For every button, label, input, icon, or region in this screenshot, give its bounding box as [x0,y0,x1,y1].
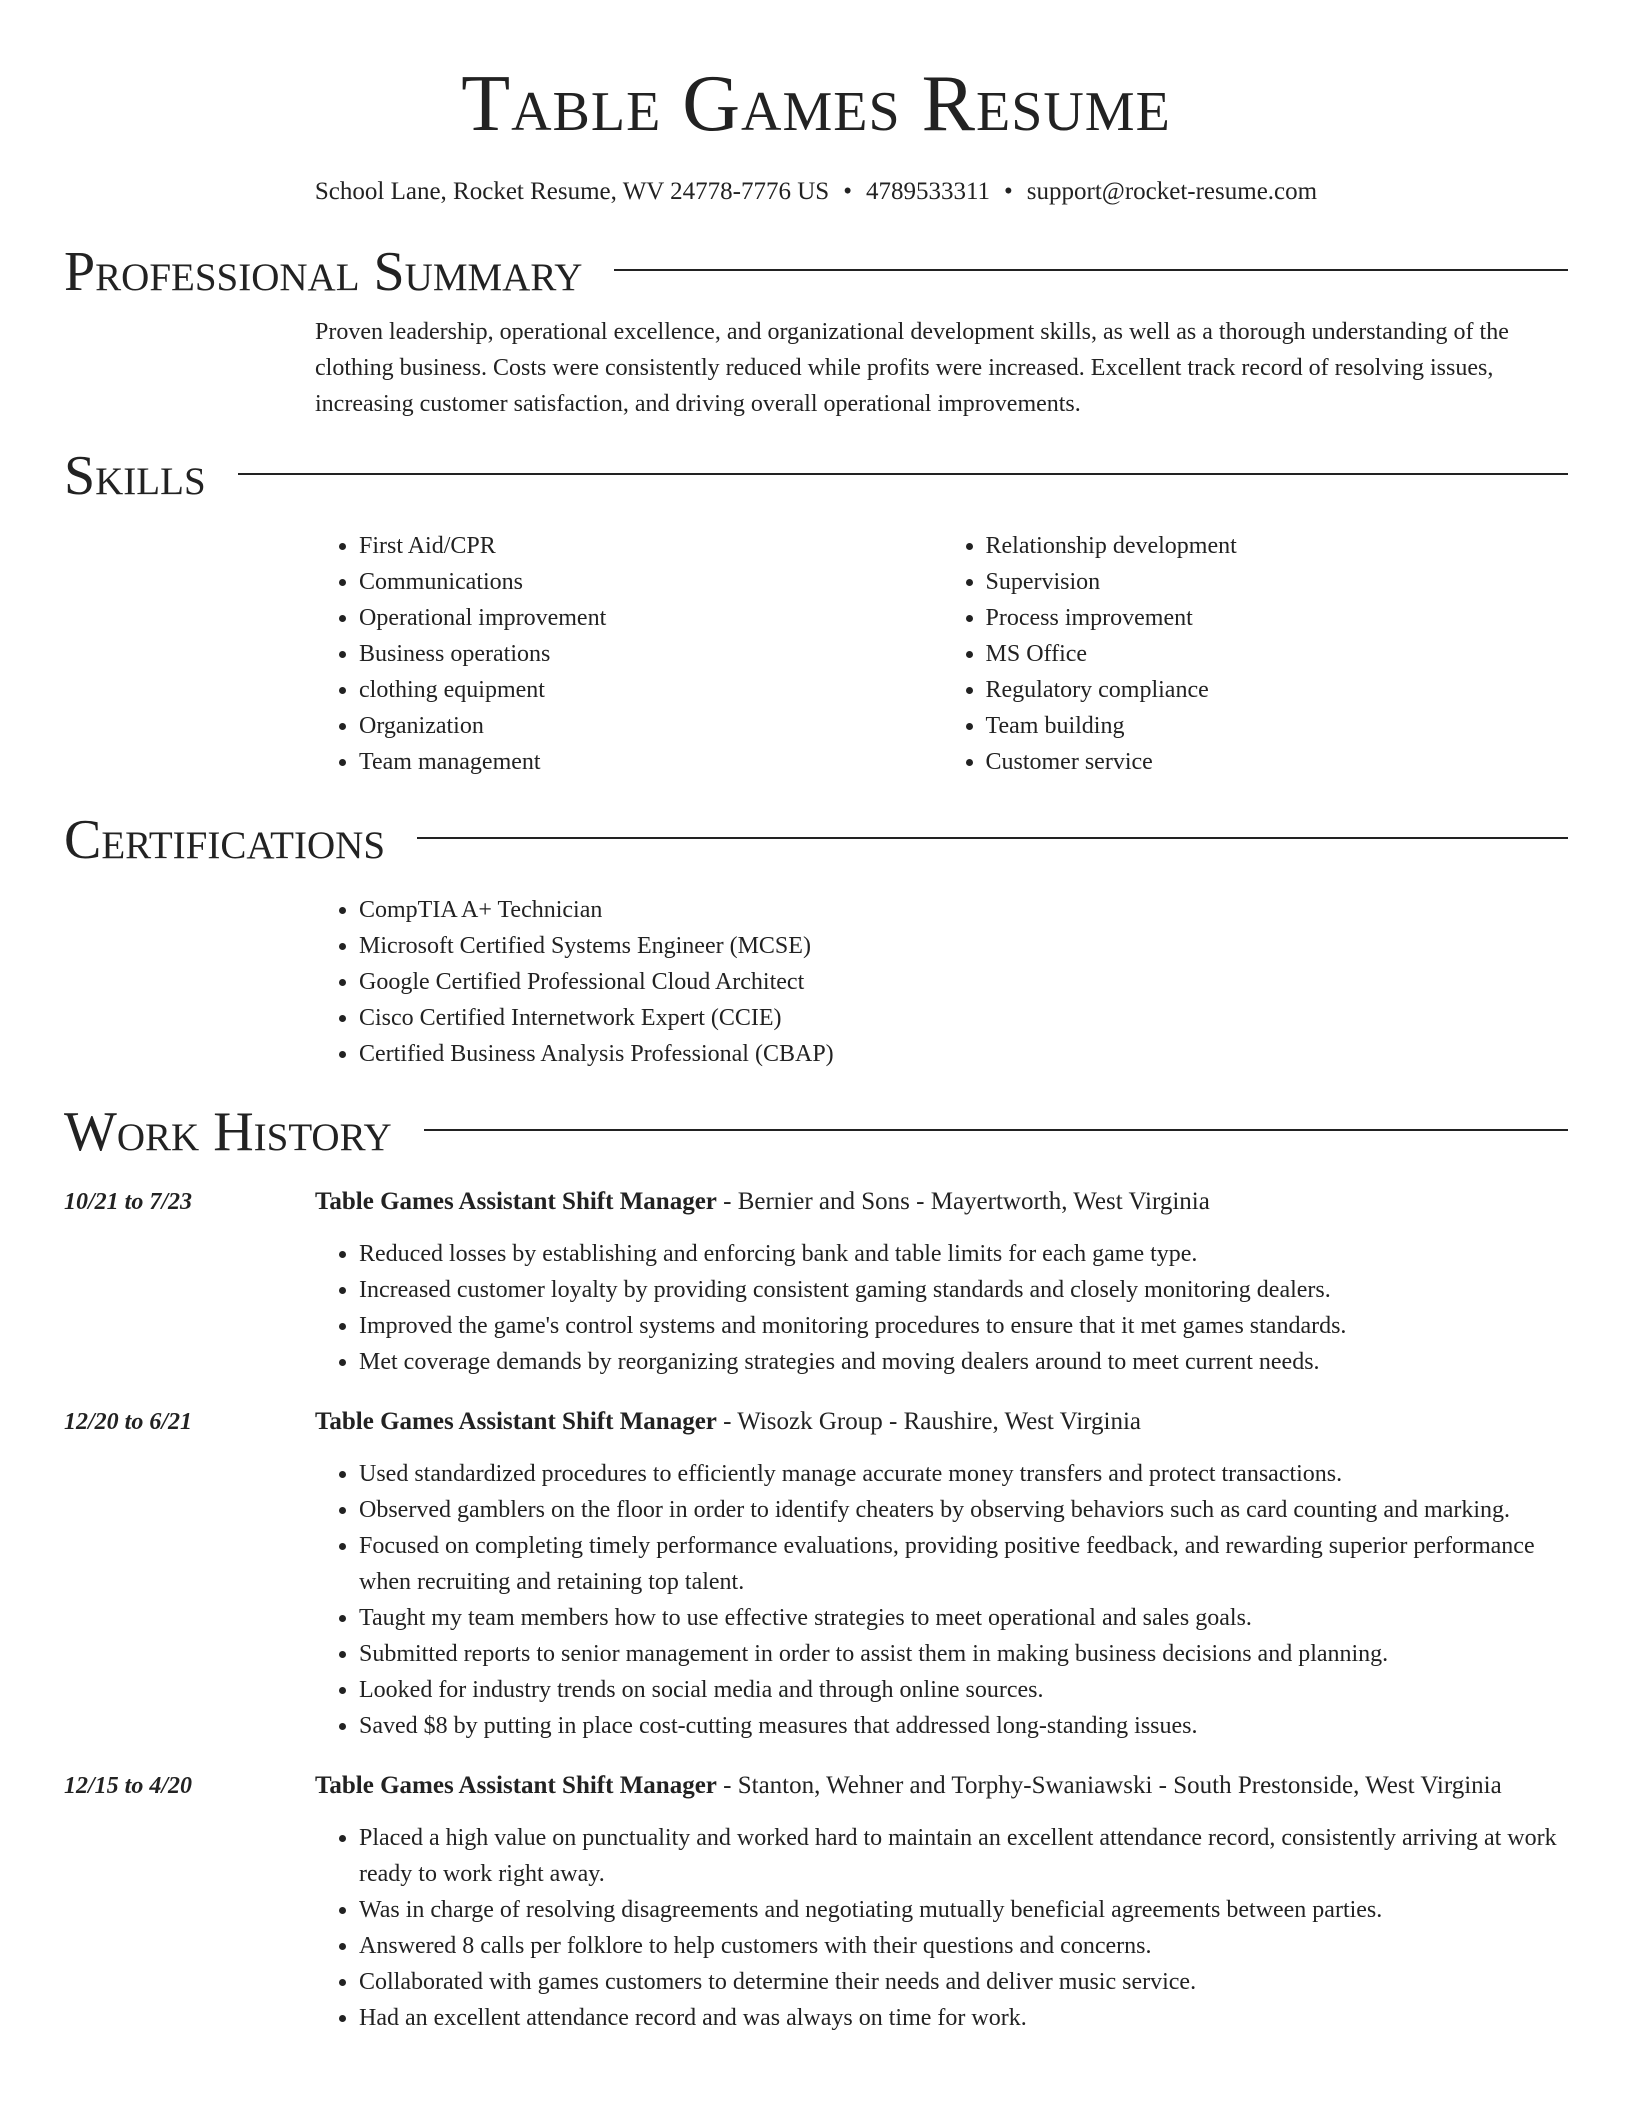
job-role: Table Games Assistant Shift Manager [315,1408,717,1435]
summary-heading: Professional Summary [64,241,583,303]
skill-item: • Relationship development [986,528,1569,564]
section-divider [417,837,1568,839]
contact-separator: • [843,178,852,205]
certifications-heading: Certifications [64,809,386,871]
skill-item: • Operational improvement [359,600,942,636]
skill-item: • MS Office [986,636,1569,672]
certification-item: • Microsoft Certified Systems Engineer (MCSE) [359,928,1568,964]
section-divider [614,269,1568,271]
skills-heading: Skills [64,445,206,507]
job-bullet: • Saved $8 by putting in place cost-cutting measures that addressed long-standing issues. [359,1708,1568,1744]
certification-item: • CompTIA A+ Technician [359,892,1568,928]
job-bullet: • Improved the game's control systems and monitoring procedures to ensure that it met games standards. [359,1308,1568,1344]
skill-item: • Customer service [986,744,1569,780]
job-bullets [315,1236,1568,1380]
job-bullet: • Increased customer loyalty by providing consistent gaming standards and closely monitoring dealers. [359,1272,1568,1308]
certification-item: • Cisco Certified Internetwork Expert (CCIE) [359,1000,1568,1036]
job-bullet: • Taught my team members how to use effective strategies to meet operational and sales goals. [359,1600,1568,1636]
job-bullet: • Focused on completing timely performance evaluations, providing positive feedback, and rewarding superior performance when recruiting and retaining top talent. [359,1528,1568,1600]
skill-item: • First Aid/CPR [359,528,942,564]
job-entry [64,1182,1568,1380]
job-employer: - Bernier and Sons - Mayertworth, West Virginia [716,1188,1210,1215]
skill-item: • Supervision [986,564,1569,600]
summary-body [315,314,1568,422]
contact-line [64,176,1568,208]
certification-item: • Google Certified Professional Cloud Architect [359,964,1568,1000]
certifications-section-header [64,808,1568,872]
skills-list-left [315,528,942,780]
job-bullet: • Looked for industry trends on social media and through online sources. [359,1672,1568,1708]
skill-item: • Regulatory compliance [986,672,1569,708]
job-bullet: • Collaborated with games customers to determine their needs and deliver music service. [359,1964,1568,2000]
contact-address: School Lane, Rocket Resume, WV 24778-7776 US [314,178,830,205]
job-role: Table Games Assistant Shift Manager [315,1188,717,1215]
contact-email: support@rocket-resume.com [1026,178,1318,205]
skill-item: • Business operations [359,636,942,672]
skill-item: • clothing equipment [359,672,942,708]
skills-section-header [64,444,1568,508]
job-dates: 10/21 to 7/23 [64,1189,193,1215]
skill-item: • Organization [359,708,942,744]
job-details [315,1402,1568,1744]
job-employer: - Stanton, Wehner and Torphy-Swaniawski - South Prestonside, West Virginia [716,1772,1502,1799]
skills-columns [315,528,1568,780]
job-employer: - Wisozk Group - Raushire, West Virginia [716,1408,1142,1435]
certifications-list [315,892,1568,1072]
work-section-header [64,1100,1568,1164]
skill-item: • Team building [986,708,1569,744]
job-dates: 12/15 to 4/20 [64,1773,193,1799]
job-bullet: • Submitted reports to senior management in order to assist them in making business decisions and planning. [359,1636,1568,1672]
job-bullet: • Met coverage demands by reorganizing strategies and moving dealers around to meet current needs. [359,1344,1568,1380]
job-details [315,1766,1568,2036]
contact-separator: • [1004,178,1013,205]
job-bullets [315,1456,1568,1744]
skill-item: • Communications [359,564,942,600]
job-details [315,1182,1568,1380]
section-divider [424,1129,1568,1131]
job-title-line [315,1766,1568,1806]
skills-body [315,528,1568,780]
job-bullet: • Reduced losses by establishing and enforcing bank and table limits for each game type. [359,1236,1568,1272]
job-bullet: • Used standardized procedures to efficiently manage accurate money transfers and protect transactions. [359,1456,1568,1492]
work-heading: Work History [64,1101,392,1163]
job-title-line [315,1402,1568,1442]
job-entry [64,1402,1568,1744]
summary-text: Proven leadership, operational excellence, and organizational development skills, as well as a thorough understanding of the clothing business. Costs were consistently reduced while profits were increased. Excellent track record of resolving issues, increasing customer satisfaction, and driving overall operational improvements. [315,319,1509,417]
certification-item: • Certified Business Analysis Professional (CBAP) [359,1036,1568,1072]
job-bullets [315,1820,1568,2036]
skills-list-right [942,528,1569,780]
job-bullet: • Was in charge of resolving disagreements and negotiating mutually beneficial agreements between parties. [359,1892,1568,1928]
job-bullet: • Placed a high value on punctuality and worked hard to maintain an excellent attendance record, consistently arriving at work ready to work right away. [359,1820,1568,1892]
job-dates: 12/20 to 6/21 [64,1409,193,1435]
section-divider [238,473,1568,475]
job-role: Table Games Assistant Shift Manager [315,1772,717,1799]
job-bullet: • Had an excellent attendance record and was always on time for work. [359,2000,1568,2036]
resume-page [64,0,1568,2036]
skill-item: • Process improvement [986,600,1569,636]
job-entry [64,1766,1568,2036]
job-title-line [315,1182,1568,1222]
job-bullet: • Answered 8 calls per folklore to help customers with their questions and concerns. [359,1928,1568,1964]
contact-phone: 4789533311 [865,178,991,205]
certifications-body [315,892,1568,1072]
resume-title: Table Games Resume [461,60,1171,148]
job-bullet: • Observed gamblers on the floor in order to identify cheaters by observing behaviors such as card counting and marking. [359,1492,1568,1528]
summary-section-header [64,240,1568,304]
skill-item: • Team management [359,744,942,780]
